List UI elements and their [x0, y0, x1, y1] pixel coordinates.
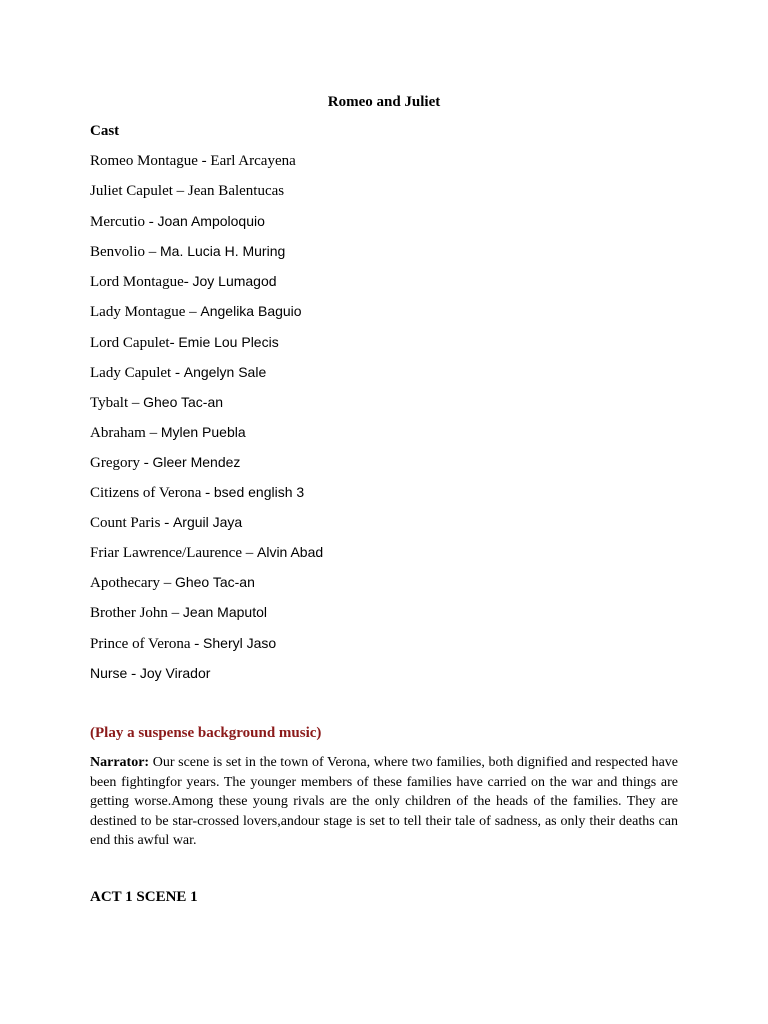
cast-role: Tybalt — [90, 394, 129, 411]
cast-role: Friar Lawrence/Laurence — [90, 545, 242, 562]
cast-item — [90, 363, 323, 393]
cast-separator: - — [169, 334, 179, 351]
stage-direction: (Play a suspense background music) — [90, 725, 322, 741]
cast-actor: bsed english 3 — [213, 484, 305, 501]
cast-list — [90, 152, 323, 694]
cast-separator: - — [190, 635, 204, 652]
cast-actor: Angelika Baguio — [200, 303, 302, 320]
cast-actor: Gheo Tac-an — [174, 574, 255, 591]
cast-separator: - — [201, 485, 214, 502]
cast-heading: Cast — [90, 123, 120, 139]
cast-item — [90, 634, 323, 664]
cast-actor: Joan Ampoloquio — [157, 213, 265, 230]
cast-item — [90, 513, 323, 543]
cast-role: Nurse — [90, 664, 128, 681]
cast-actor: Angelyn Sale — [183, 363, 267, 380]
cast-separator: - — [171, 364, 184, 381]
cast-role: Romeo Montague — [90, 153, 198, 169]
cast-actor: Joy Lumagod — [192, 273, 277, 290]
cast-role: Lord Montague — [90, 274, 184, 291]
cast-separator: - — [197, 153, 211, 169]
cast-role: Lord Capulet — [90, 334, 170, 351]
cast-role: Juliet Capulet — [90, 183, 173, 200]
cast-actor: Mylen Puebla — [160, 423, 246, 440]
cast-role: Lady Montague — [90, 304, 186, 321]
document-title: Romeo and Juliet — [327, 94, 441, 110]
narration-paragraph — [90, 753, 678, 851]
cast-actor: Gleer Mendez — [152, 453, 241, 470]
cast-actor: Ma. Lucia H. Muring — [160, 243, 286, 260]
cast-actor: Joy Virador — [139, 664, 211, 681]
cast-actor: Earl Arcayena — [210, 153, 296, 169]
cast-role: Benvolio — [90, 244, 145, 261]
cast-separator: – — [128, 394, 144, 411]
cast-role: Citizens of Verona — [90, 485, 202, 502]
narration-text: Our scene is set in the town of Verona, where two families, both dignified and respected have been fightingfor years. The younger members of these families have carried on the war and things are getting worse.Among these young rivals are the only children of the heads of the families. They are destined to be star-crossed lovers,andour stage is set to tell their tale of sadness, as only their deaths can end this awful war. — [90, 755, 678, 849]
cast-item — [90, 272, 323, 302]
cast-actor: Arguil Jaya — [172, 514, 243, 531]
cast-separator: – — [145, 244, 160, 261]
cast-role: Prince of Verona — [90, 635, 191, 652]
cast-separator: – — [242, 545, 257, 562]
cast-separator: - — [144, 214, 158, 231]
act-heading: ACT 1 SCENE 1 — [90, 889, 198, 905]
cast-item — [90, 302, 323, 332]
cast-separator: - — [127, 665, 140, 682]
cast-separator: - — [139, 454, 153, 471]
cast-separator: – — [172, 183, 188, 200]
cast-separator: – — [145, 424, 161, 441]
narrator-label: Narrator: — [90, 755, 150, 770]
cast-role: Gregory — [90, 454, 140, 471]
cast-actor: Gheo Tac-an — [143, 393, 224, 410]
cast-role: Lady Capulet — [90, 364, 172, 381]
cast-item — [90, 603, 323, 633]
cast-separator: – — [167, 605, 183, 622]
cast-item — [90, 393, 323, 423]
cast-item — [90, 212, 323, 242]
cast-item — [90, 182, 323, 212]
cast-item — [90, 423, 323, 453]
cast-actor: Alvin Abad — [257, 544, 324, 561]
cast-separator: – — [159, 575, 175, 592]
cast-item — [90, 543, 323, 573]
cast-item — [90, 242, 323, 272]
cast-role: Brother John — [90, 605, 168, 622]
cast-item — [90, 573, 323, 603]
cast-separator: - — [160, 515, 173, 532]
cast-actor: Emie Lou Plecis — [178, 333, 279, 350]
cast-separator: – — [185, 304, 201, 321]
cast-role: Count Paris — [90, 515, 161, 532]
cast-separator: - — [183, 274, 193, 291]
cast-actor: Jean Maputol — [182, 604, 267, 621]
cast-actor: Sheryl Jaso — [203, 634, 277, 651]
cast-role: Abraham — [90, 424, 146, 441]
cast-role: Mercutio — [90, 214, 145, 231]
cast-item — [90, 664, 323, 694]
cast-item — [90, 333, 323, 363]
cast-actor: Jean Balentucas — [187, 183, 285, 200]
cast-role: Apothecary — [90, 575, 160, 592]
cast-item — [90, 152, 323, 182]
cast-item — [90, 453, 323, 483]
cast-item — [90, 483, 323, 513]
